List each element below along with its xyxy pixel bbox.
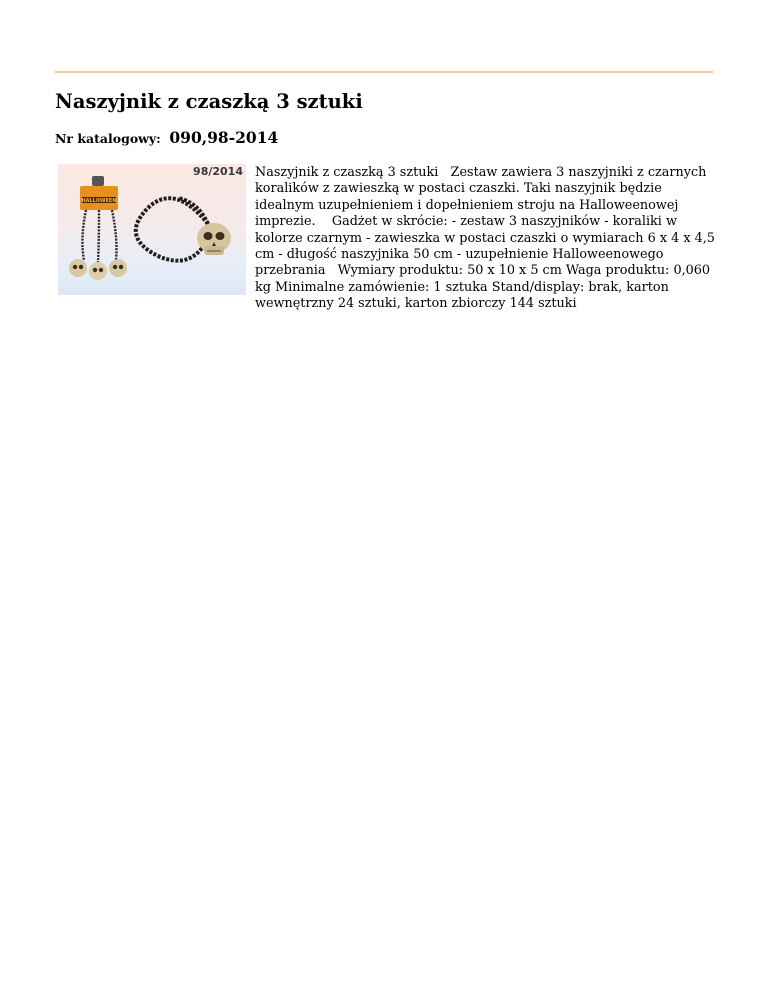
skull-necklace-illustration — [58, 164, 246, 295]
product-description: Naszyjnik z czaszką 3 sztuki Zestaw zawiera 3 naszyjniki z czarnych koralików z zawieszką w postaci czaszki. Taki naszyjnik będzie idealnym uzupełnieniem i dopełnieniem stroju na Halloweenowej imprezie. Gadżet w skrócie: - zestaw 3 naszyjników - koraliki w kolorze czarnym - zawieszka w postaci czaszki o wymiarach 6 x 4 x 4,5 cm - długość naszyjnika 50 cm - uzupełnienie Halloweenowego przebrania Wymiary produktu: 50 x 10 x 5 cm Waga produktu: 0,060 kg Minimalne zamówienie: 1 sztuka Stand/display: brak, karton wewnętrzny 24 sztuki, karton zbiorczy 144 sztuki — [255, 165, 720, 312]
catalog-number-label: Nr katalogowy: — [55, 131, 161, 146]
package-label: HALLOWEEN — [81, 198, 117, 204]
catalog-number-row — [55, 128, 278, 147]
image-code-label: 98/2014 — [193, 165, 243, 178]
product-image — [58, 164, 246, 295]
catalog-number-value: 090,98-2014 — [169, 128, 279, 147]
header-divider — [55, 71, 713, 73]
product-title: Naszyjnik z czaszką 3 sztuki — [55, 90, 363, 113]
